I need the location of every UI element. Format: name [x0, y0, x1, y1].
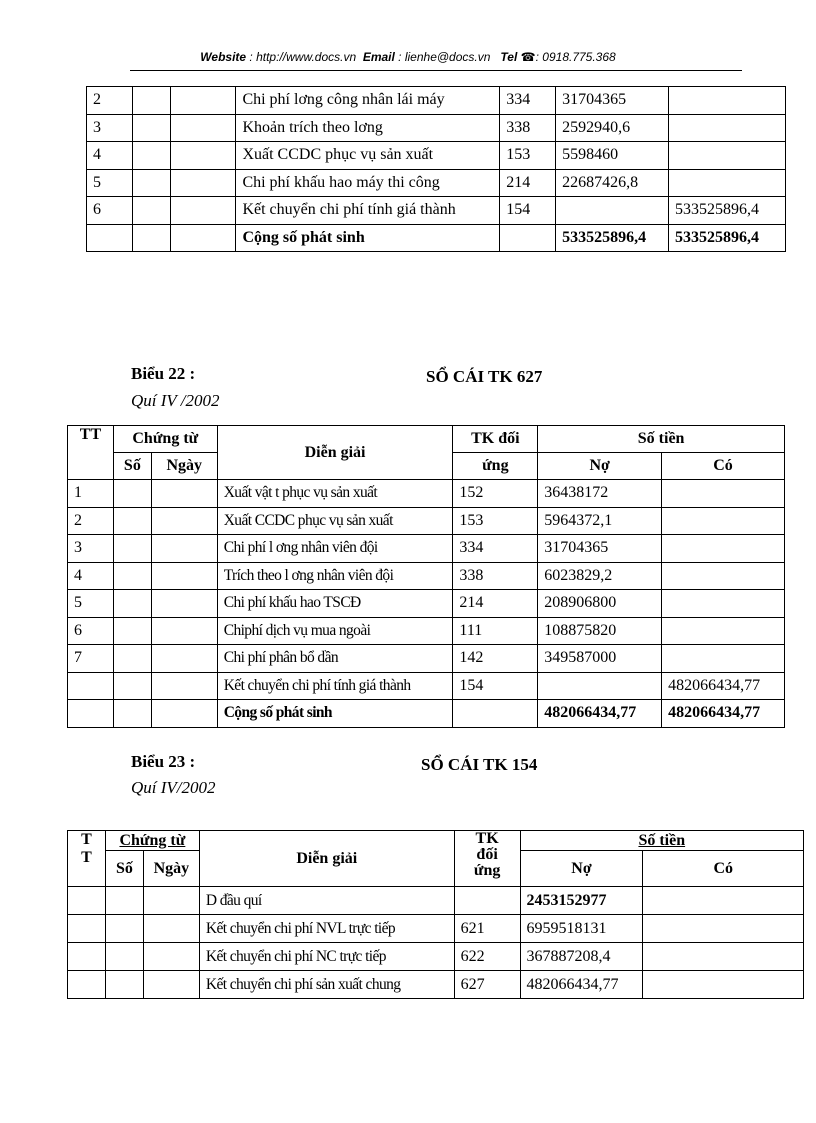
col-tt	[68, 831, 106, 887]
row-ngay	[151, 535, 217, 563]
col-dien-giai: Diễn giải	[217, 426, 453, 480]
table-row	[68, 562, 785, 590]
row-ngay	[143, 887, 199, 915]
row-ngay	[170, 224, 236, 252]
row-so	[105, 887, 143, 915]
row-credit	[643, 915, 804, 943]
row-debit: 31704365	[538, 535, 662, 563]
table-row	[68, 590, 785, 618]
website-label: Website	[200, 50, 247, 64]
total-row	[68, 700, 785, 728]
row-desc: D đầu quí	[199, 887, 454, 915]
row-ngay	[170, 114, 236, 142]
total-row	[87, 224, 786, 252]
row-desc: Kết chuyển chi phí tính giá thành	[236, 197, 500, 225]
row-desc: Kết chuyển chi phí NC trực tiếp	[199, 943, 454, 971]
col-tk-doi-ung	[454, 831, 520, 887]
ledger-table-continued	[86, 86, 786, 252]
row-debit	[556, 197, 669, 225]
ledger-table-627	[67, 425, 785, 728]
row-account: 154	[453, 672, 538, 700]
table-row	[68, 480, 785, 508]
row-tt: 6	[68, 617, 114, 645]
row-account: 338	[500, 114, 556, 142]
row-account	[454, 887, 520, 915]
row-so	[132, 142, 170, 170]
col-so-tien: Số tiền	[520, 831, 803, 851]
table-row	[68, 915, 804, 943]
row-ngay	[170, 169, 236, 197]
row-so	[113, 480, 151, 508]
row-ngay	[170, 197, 236, 225]
row-so	[105, 971, 143, 999]
row-tt: 4	[68, 562, 114, 590]
col-doi: đối	[476, 846, 498, 863]
row-desc: Chi phí lơng công nhân lái máy	[236, 87, 500, 115]
table-row	[87, 142, 786, 170]
row-so	[113, 562, 151, 590]
row-ngay	[170, 87, 236, 115]
row-ngay	[151, 645, 217, 673]
table-row	[87, 197, 786, 225]
row-desc: Xuất CCDC phục vụ sản xuất	[236, 142, 500, 170]
tel-value: : 0918.775.368	[535, 50, 616, 64]
table-row	[68, 507, 785, 535]
bieu22-label: Biểu 22 :	[131, 364, 196, 383]
row-debit: 349587000	[538, 645, 662, 673]
row-credit	[643, 887, 804, 915]
row-credit	[669, 114, 786, 142]
table-row	[87, 169, 786, 197]
email-label: Email	[362, 50, 395, 64]
row-account: 111	[453, 617, 538, 645]
col-no: Nợ	[538, 453, 662, 480]
col-tt-1: T	[81, 831, 92, 848]
row-credit	[662, 645, 785, 673]
row-so	[132, 87, 170, 115]
row-so	[113, 590, 151, 618]
row-so	[132, 224, 170, 252]
col-tk: TK	[475, 830, 499, 847]
table-row	[68, 535, 785, 563]
row-tt: 3	[87, 114, 133, 142]
col-tt: TT	[68, 426, 114, 480]
row-debit: 5964372,1	[538, 507, 662, 535]
row-tt	[68, 887, 106, 915]
total-label: Cộng số phát sinh	[217, 700, 453, 728]
row-account: 142	[453, 645, 538, 673]
row-so	[132, 197, 170, 225]
row-desc: Chiphí dịch vụ mua ngoài	[217, 617, 453, 645]
bieu23-period: Quí IV/2002	[131, 778, 216, 797]
row-debit: 2592940,6	[556, 114, 669, 142]
row-credit	[643, 943, 804, 971]
col-ung: ứng	[473, 862, 501, 879]
row-tt: 5	[68, 590, 114, 618]
row-ngay	[143, 943, 199, 971]
table-row	[68, 672, 785, 700]
col-co: Có	[643, 851, 804, 887]
row-tt: 7	[68, 645, 114, 673]
bieu23-title: SỔ CÁI TK 154	[421, 755, 538, 774]
col-dien-giai: Diễn giải	[199, 831, 454, 887]
page-header	[0, 50, 816, 64]
row-account: 627	[454, 971, 520, 999]
row-desc: Kết chuyển chi phí sản xuất chung	[199, 971, 454, 999]
row-debit: 6023829,2	[538, 562, 662, 590]
row-account: 334	[453, 535, 538, 563]
row-account: 214	[500, 169, 556, 197]
row-tt: 6	[87, 197, 133, 225]
total-credit: 533525896,4	[669, 224, 786, 252]
row-account	[500, 224, 556, 252]
row-debit: 6959518131	[520, 915, 643, 943]
row-so	[105, 915, 143, 943]
col-so: Số	[105, 851, 143, 887]
email-value[interactable]: : lienhe@docs.vn	[398, 50, 491, 64]
col-tk-doi: TK đối	[453, 426, 538, 453]
col-chung-tu: Chứng từ	[113, 426, 217, 453]
row-credit	[662, 590, 785, 618]
total-label: Cộng số phát sinh	[236, 224, 500, 252]
row-desc: Xuất CCDC phục vụ sản xuất	[217, 507, 453, 535]
row-desc: Chi phí l ơng nhân viên đội	[217, 535, 453, 563]
row-so	[132, 114, 170, 142]
row-credit	[662, 507, 785, 535]
row-tt	[68, 672, 114, 700]
row-account	[453, 700, 538, 728]
bieu22-period: Quí IV /2002	[131, 391, 220, 410]
row-credit	[669, 142, 786, 170]
row-account: 622	[454, 943, 520, 971]
row-tt	[68, 915, 106, 943]
row-credit	[662, 535, 785, 563]
row-ngay	[143, 971, 199, 999]
col-so: Số	[113, 453, 151, 480]
col-so-tien: Số tiền	[538, 426, 785, 453]
row-tt: 2	[87, 87, 133, 115]
row-tt	[68, 700, 114, 728]
row-credit	[662, 562, 785, 590]
row-credit	[643, 971, 804, 999]
table-row	[68, 943, 804, 971]
row-desc: Chi phí khấu hao máy thi công	[236, 169, 500, 197]
row-so	[132, 169, 170, 197]
row-debit: 367887208,4	[520, 943, 643, 971]
row-debit: 36438172	[538, 480, 662, 508]
row-tt	[68, 971, 106, 999]
col-no: Nợ	[520, 851, 643, 887]
row-debit: 482066434,77	[520, 971, 643, 999]
row-debit: 5598460	[556, 142, 669, 170]
row-debit: 108875820	[538, 617, 662, 645]
row-credit	[669, 169, 786, 197]
row-so	[113, 507, 151, 535]
total-credit: 482066434,77	[662, 700, 785, 728]
row-credit	[662, 617, 785, 645]
table-row	[68, 645, 785, 673]
bieu23-label: Biểu 23 :	[131, 752, 196, 771]
row-account: 153	[500, 142, 556, 170]
row-account: 152	[453, 480, 538, 508]
row-account: 338	[453, 562, 538, 590]
row-credit	[669, 87, 786, 115]
row-ngay	[151, 480, 217, 508]
row-credit: 533525896,4	[669, 197, 786, 225]
website-url[interactable]: : http://www.docs.vn	[249, 50, 357, 64]
row-so	[113, 700, 151, 728]
row-account: 214	[453, 590, 538, 618]
col-co: Có	[662, 453, 785, 480]
row-desc: Khoản trích theo lơng	[236, 114, 500, 142]
row-tt	[87, 224, 133, 252]
row-desc: Xuất vật t phục vụ sản xuất	[217, 480, 453, 508]
row-debit: 2453152977	[520, 887, 643, 915]
row-ngay	[151, 562, 217, 590]
col-ung: ứng	[453, 453, 538, 480]
row-so	[113, 535, 151, 563]
row-ngay	[151, 507, 217, 535]
tel-label: Tel	[500, 50, 518, 64]
row-tt	[68, 943, 106, 971]
table-row	[87, 114, 786, 142]
row-account: 153	[453, 507, 538, 535]
bieu22-title: SỔ CÁI TK 627	[426, 367, 543, 386]
row-desc: Chi phí khấu hao TSCĐ	[217, 590, 453, 618]
row-debit: 208906800	[538, 590, 662, 618]
row-ngay	[151, 672, 217, 700]
row-ngay	[151, 700, 217, 728]
row-credit	[662, 480, 785, 508]
col-tt-2: T	[81, 849, 92, 866]
row-so	[113, 617, 151, 645]
total-debit: 482066434,77	[538, 700, 662, 728]
row-account: 334	[500, 87, 556, 115]
row-debit: 22687426,8	[556, 169, 669, 197]
row-tt: 1	[68, 480, 114, 508]
table-row	[68, 971, 804, 999]
row-desc: Chi phí phân bổ dần	[217, 645, 453, 673]
col-ngay: Ngày	[143, 851, 199, 887]
table-row	[87, 87, 786, 115]
ledger-table-154	[67, 830, 804, 999]
row-account: 154	[500, 197, 556, 225]
phone-icon: ☎	[520, 50, 536, 64]
table-row	[68, 617, 785, 645]
row-desc: Trích theo l ơng nhân viên đội	[217, 562, 453, 590]
row-ngay	[151, 617, 217, 645]
row-so	[105, 943, 143, 971]
row-credit: 482066434,77	[662, 672, 785, 700]
row-desc: Kết chuyển chi phí tính giá thành	[217, 672, 453, 700]
row-account: 621	[454, 915, 520, 943]
row-ngay	[143, 915, 199, 943]
row-tt: 5	[87, 169, 133, 197]
row-ngay	[170, 142, 236, 170]
col-chung-tu: Chứng từ	[105, 831, 199, 851]
col-ngay: Ngày	[151, 453, 217, 480]
row-so	[113, 645, 151, 673]
row-tt: 3	[68, 535, 114, 563]
row-so	[113, 672, 151, 700]
row-ngay	[151, 590, 217, 618]
row-tt: 4	[87, 142, 133, 170]
row-tt: 2	[68, 507, 114, 535]
header-divider	[130, 70, 742, 71]
table-row	[68, 887, 804, 915]
row-debit	[538, 672, 662, 700]
total-debit: 533525896,4	[556, 224, 669, 252]
row-desc: Kết chuyển chi phí NVL trực tiếp	[199, 915, 454, 943]
row-debit: 31704365	[556, 87, 669, 115]
